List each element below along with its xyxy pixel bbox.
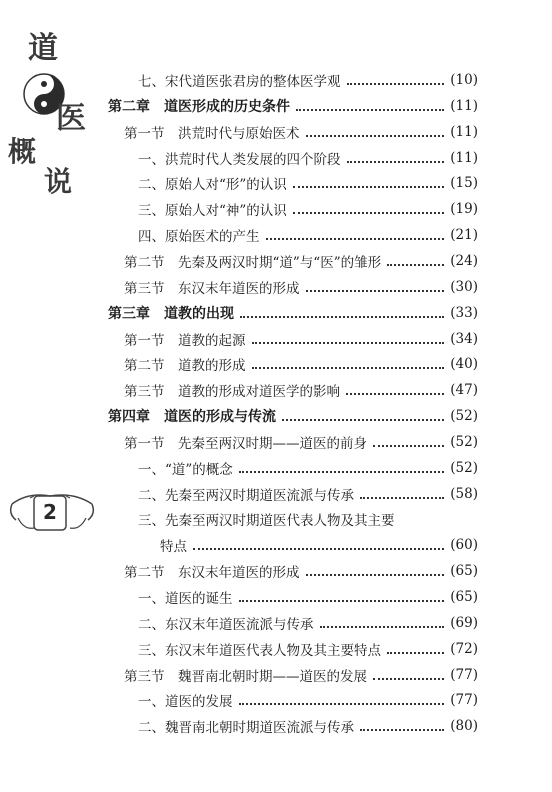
toc-entry-page: (33) xyxy=(450,304,478,321)
toc-entry-title: 第三章 道教的出现 xyxy=(108,305,234,322)
toc-entry-page: (40) xyxy=(450,356,478,373)
dot-leader xyxy=(282,405,444,421)
toc-entry-title: 第二节 先秦及两汉时期“道”与“医”的雏形 xyxy=(124,254,382,271)
toc-entry-page: (30) xyxy=(450,278,478,295)
toc-entry xyxy=(124,428,478,456)
dot-leader xyxy=(373,664,444,680)
toc-entry xyxy=(138,169,478,197)
toc-entry xyxy=(138,480,478,508)
toc-entry-title: 二、东汉末年道医流派与传承 xyxy=(138,616,314,633)
dot-leader xyxy=(346,379,444,395)
dot-leader xyxy=(373,431,444,447)
toc-entry-title: 第三节 东汉末年道医的形成 xyxy=(124,280,300,297)
logo-char-gai: 概 xyxy=(8,135,37,168)
toc-entry xyxy=(108,402,478,430)
toc-entry xyxy=(138,712,478,740)
toc-entry-page: (11) xyxy=(450,149,478,166)
dot-leader xyxy=(320,612,445,628)
toc-entry-title: 第二章 道医形成的历史条件 xyxy=(108,98,290,115)
toc-entry-title: 四、原始医术的产生 xyxy=(138,229,260,246)
toc-entry xyxy=(124,273,478,301)
logo-char-dao: 道 xyxy=(28,31,58,66)
dot-leader xyxy=(293,172,444,188)
toc-entry xyxy=(124,247,478,275)
toc-entry-title: 三、原始人对“神”的认识 xyxy=(138,203,287,220)
toc-entry xyxy=(138,505,478,533)
toc-entry-page: (52) xyxy=(450,459,478,476)
book-logo xyxy=(4,28,100,198)
toc-entry xyxy=(138,583,478,611)
toc-entry-title: 第二节 东汉末年道医的形成 xyxy=(124,565,300,582)
toc-entry-title: 第三节 魏晋南北朝时期——道医的发展 xyxy=(124,668,367,685)
toc-entry-title: 第三节 道教的形成对道医学的影响 xyxy=(124,384,340,401)
toc-entry-title: 一、“道”的概念 xyxy=(138,461,233,478)
toc-entry-page: (34) xyxy=(450,330,478,347)
toc-entry-page: (11) xyxy=(450,123,478,140)
dot-leader xyxy=(252,328,445,344)
toc-entry-page: (52) xyxy=(450,408,478,425)
dot-leader xyxy=(306,560,445,576)
dot-leader xyxy=(296,95,444,111)
toc-entry-title: 一、洪荒时代人类发展的四个阶段 xyxy=(138,151,341,168)
toc-entry xyxy=(108,299,478,327)
dot-leader xyxy=(306,276,445,292)
dot-leader xyxy=(347,69,445,85)
toc-entry-page: (21) xyxy=(450,227,478,244)
toc-entry xyxy=(138,144,478,172)
toc-entry-title: 第一节 洪荒时代与原始医术 xyxy=(124,125,300,142)
logo-char-shuo: 说 xyxy=(44,165,73,198)
toc-entry xyxy=(138,454,478,482)
page-number: 2 xyxy=(43,500,57,524)
toc-entry-title: 第二节 道教的形成 xyxy=(124,358,246,375)
toc-entry-page: (72) xyxy=(450,640,478,657)
dot-leader xyxy=(266,224,445,240)
dot-leader xyxy=(239,689,445,705)
toc-entry-title: 二、魏晋南北朝时期道医流派与传承 xyxy=(138,720,354,737)
dot-leader xyxy=(306,121,445,137)
toc-entry-page: (80) xyxy=(450,718,478,735)
toc-entry-page: (11) xyxy=(450,97,478,114)
dot-leader xyxy=(239,457,444,473)
toc-entry xyxy=(138,609,478,637)
dot-leader xyxy=(387,250,444,266)
toc-entry-title: 三、东汉末年道医代表人物及其主要特点 xyxy=(138,642,381,659)
toc-entry-title: 一、道医的诞生 xyxy=(138,591,233,607)
dot-leader xyxy=(193,534,444,550)
toc-entry-page: (65) xyxy=(450,563,478,580)
dot-leader xyxy=(360,715,444,731)
toc-entry-title: 第四章 道医的形成与传流 xyxy=(108,409,276,426)
dot-leader xyxy=(293,198,444,214)
dot-leader xyxy=(347,147,445,163)
toc-entry-page: (47) xyxy=(450,382,478,399)
toc-entry-title: 一、道医的发展 xyxy=(138,694,233,711)
toc-entry xyxy=(160,531,478,559)
toc-entry xyxy=(138,221,478,249)
toc-entry xyxy=(124,376,478,404)
toc-entry-page: (69) xyxy=(450,614,478,631)
toc-entry xyxy=(108,92,478,120)
toc-entry xyxy=(124,661,478,689)
toc-entry-page: (58) xyxy=(450,485,478,502)
toc-entry-title: 二、原始人对“形”的认识 xyxy=(138,177,287,194)
toc-entry-page: (60) xyxy=(450,537,478,554)
toc-entry-page: (65) xyxy=(450,589,478,605)
toc-entry xyxy=(124,350,478,378)
toc-entry-title: 第一节 先秦至两汉时期——道医的前身 xyxy=(124,435,367,452)
toc-entry-title: 第一节 道教的起源 xyxy=(124,332,246,349)
toc-entry xyxy=(138,635,478,663)
dot-leader xyxy=(239,586,445,602)
dot-leader xyxy=(252,353,445,369)
toc-entry xyxy=(138,686,478,714)
toc-entry xyxy=(138,195,478,223)
toc-entry-title: 二、先秦至两汉时期道医流派与传承 xyxy=(138,487,354,504)
toc-entry-title: 特点 xyxy=(160,539,187,556)
dot-leader xyxy=(387,638,444,654)
logo-char-yi: 医 xyxy=(56,101,86,136)
toc-entry-title: 七、宋代道医张君房的整体医学观 xyxy=(138,74,341,90)
toc-entry xyxy=(124,325,478,353)
toc-entry-page: (77) xyxy=(450,692,478,709)
toc-entry-page: (15) xyxy=(450,175,478,192)
toc-entry xyxy=(124,118,478,146)
toc-entry-page: (10) xyxy=(450,72,478,88)
toc-entry xyxy=(138,66,478,94)
dot-leader xyxy=(360,483,444,499)
toc-entry-title: 三、先秦至两汉时期道医代表人物及其主要 xyxy=(138,513,395,530)
toc-entry xyxy=(124,557,478,585)
toc-entry-page: (24) xyxy=(450,252,478,269)
toc-entry-page: (77) xyxy=(450,666,478,683)
toc-entry-page: (19) xyxy=(450,201,478,218)
page-number-badge xyxy=(4,474,100,544)
dot-leader xyxy=(240,302,444,318)
toc-entry-page: (52) xyxy=(450,433,478,450)
